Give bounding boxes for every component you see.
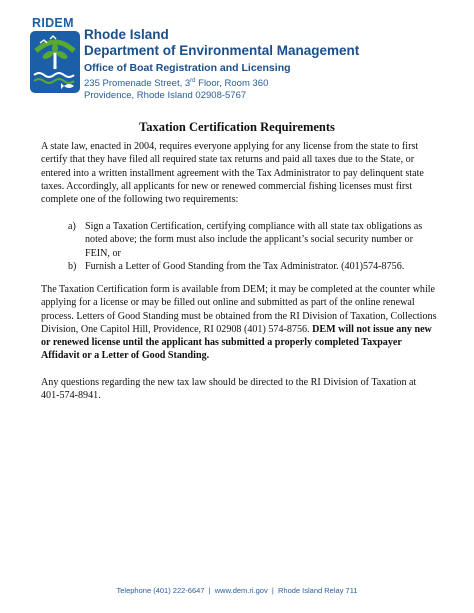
- footer-text: Telephone (401) 222-6647 | www.dem.ri.gov | Rhode Island Relay 711: [116, 586, 358, 595]
- requirements-list: [68, 220, 438, 273]
- page-title: Taxation Certification Requirements: [139, 120, 335, 134]
- form-info-text: The Taxation Certification form is available from DEM; it may be completed at the counter while applying for a license or may be filled out online and submitted as part of the online renewal process. Letters of Good Standing must be obtained from the RI Division of Taxation, Collections Division, One Capitol Hill, Providence, RI 02908 (401) 574-8756.: [41, 284, 437, 335]
- office-address: [84, 75, 291, 90]
- office-city: Providence, Rhode Island 02908-5767: [84, 90, 247, 102]
- list-item-text: Sign a Taxation Certification, certifying compliance with all state tax obligations as noted above; the form must also include the applicant’s social security number or FEIN, or: [85, 221, 423, 259]
- list-marker: a): [68, 221, 76, 232]
- agency-name: [84, 27, 359, 59]
- list-marker: b): [68, 260, 77, 272]
- footer-contact: [0, 586, 474, 595]
- list-item: [68, 260, 438, 273]
- address-part: 235 Promenade Street, 3: [84, 78, 191, 90]
- intro-paragraph: A state law, enacted in 2004, requires everyone applying for any license from the state to first certify that they have filed all required state tax returns and paid all taxes due to the State, or entered into a written installment agreement with the Tax Administrator to pay delinquent state taxes. Accordingly, all applicants for new or renewed commercial fishing licenses must first complete one of the following two requirements:: [41, 141, 424, 206]
- logo-wordmark: RIDEM: [32, 16, 74, 30]
- address-superscript: rd: [190, 78, 196, 84]
- address-part: Floor, Room 360: [195, 78, 269, 90]
- ridem-emblem-icon: [30, 31, 80, 93]
- office-name: Office of Boat Registration and Licensing: [84, 62, 291, 74]
- license-warning: DEM will not issue any new or renewed license until the applicant has submitted a properly completed Taxpayer Affidavit or a Letter of Good Standing.: [41, 323, 432, 362]
- ridem-logo: [30, 16, 82, 94]
- list-item-text: Furnish a Letter of Good Standing from the Tax Administrator. (401)574-8756.: [85, 260, 405, 272]
- list-item: [68, 220, 438, 260]
- questions-paragraph: Any questions regarding the new tax law should be directed to the RI Division of Taxation at 401-574-8941.: [41, 377, 417, 402]
- form-info-paragraph: [41, 283, 437, 363]
- state-name: Rhode Island: [84, 27, 169, 42]
- department-name: Department of Environmental Management: [84, 43, 360, 58]
- office-block: [84, 62, 291, 102]
